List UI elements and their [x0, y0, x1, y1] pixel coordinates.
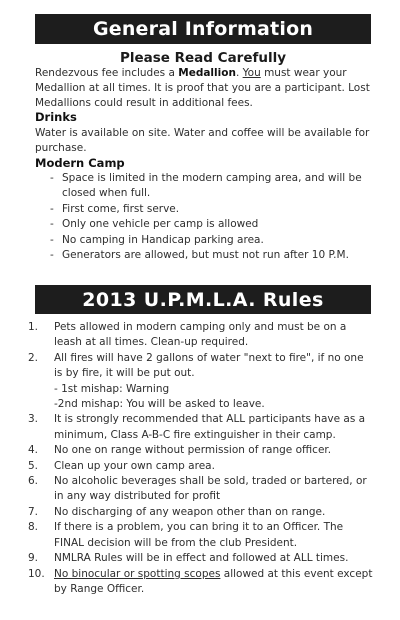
rule-item [28, 443, 373, 458]
list-item: - No camping in Handicap parking area. [50, 233, 368, 248]
rule-number: 2. [28, 351, 39, 364]
rule-text: All fires will have 2 gallons of water "next to fire", if no one is by fire, it will be put out. [54, 351, 364, 380]
rule-number: 9. [28, 552, 39, 565]
rule-underlined-text: No binocular or spotting scopes [54, 567, 221, 580]
rule-item [28, 320, 373, 351]
rule-text: NMLRA Rules will be in effect and followed at ALL times. [54, 552, 349, 565]
rule-item [28, 551, 373, 566]
rule-item [28, 412, 373, 443]
rule-text: If there is a problem, you can bring it to an Officer. The FINAL decision will be from the club President. [54, 521, 344, 549]
rule-number: 3. [28, 413, 39, 426]
rule-text: It is strongly recommended that ALL participants have as a minimum, Class A-B-C fire extinguisher in their camp. [54, 413, 366, 441]
list-item: - Generators are allowed, but must not run after 10 P.M. [50, 248, 368, 263]
please-read-subtitle: Please Read Carefully [119, 50, 287, 66]
list-item: - Space is limited in the modern camping area, and will be closed when full. [50, 171, 368, 202]
intro-text-middle: . [235, 67, 243, 79]
rules-banner: 2013 U.P.M.L.A. Rules [35, 285, 371, 314]
rule-number: 5. [28, 459, 39, 472]
list-item: - First come, first serve. [50, 202, 368, 217]
rule-subline: -2nd mishap: You will be asked to leave. [54, 398, 265, 411]
rule-item [28, 459, 373, 474]
rule-text: Pets allowed in modern camping only and must be on a leash at all times. Clean-up required. [54, 321, 347, 349]
modern-camp-list [50, 171, 368, 263]
rule-number: 4. [28, 444, 39, 457]
rule-item [28, 567, 373, 598]
drinks-heading: Drinks [35, 110, 77, 124]
general-information-banner: General Information [35, 14, 371, 44]
rule-text: allowed at this event except by Range Officer. [54, 567, 373, 595]
you-underlined: You [242, 67, 261, 79]
rule-text: Clean up your own camp area. [54, 459, 215, 472]
intro-text-start: Rendezvous fee includes a [35, 67, 179, 79]
rule-number: 8. [28, 521, 39, 534]
rule-number: 10. [28, 567, 45, 580]
rule-item [28, 474, 373, 505]
intro-text-end: must wear your Medallion at all times. It is proof that you are a participant. Lost Medallions could result in additional fees. [35, 67, 370, 110]
modern-camp-heading: Modern Camp [35, 156, 125, 170]
rule-number: 6. [28, 475, 39, 488]
drinks-paragraph: Water is available on site. Water and coffee will be available for purchase. [35, 127, 370, 155]
rule-number: 7. [28, 505, 39, 518]
rule-subline: - 1st mishap: Warning [54, 382, 170, 395]
rule-item [28, 505, 373, 520]
medallion-word: Medallion [178, 67, 236, 79]
rule-number: 1. [28, 321, 39, 333]
rule-item [28, 351, 373, 413]
rules-list [28, 320, 373, 597]
rule-item [28, 520, 373, 551]
list-item: - Only one vehicle per camp is allowed [50, 217, 368, 232]
rule-text: No alcoholic beverages shall be sold, traded or bartered, or in any way distributed for profit [54, 475, 367, 503]
rule-text: No discharging of any weapon other than on range. [54, 505, 326, 518]
medallion-paragraph [35, 66, 371, 112]
rule-text: No one on range without permission of range officer. [54, 444, 332, 457]
